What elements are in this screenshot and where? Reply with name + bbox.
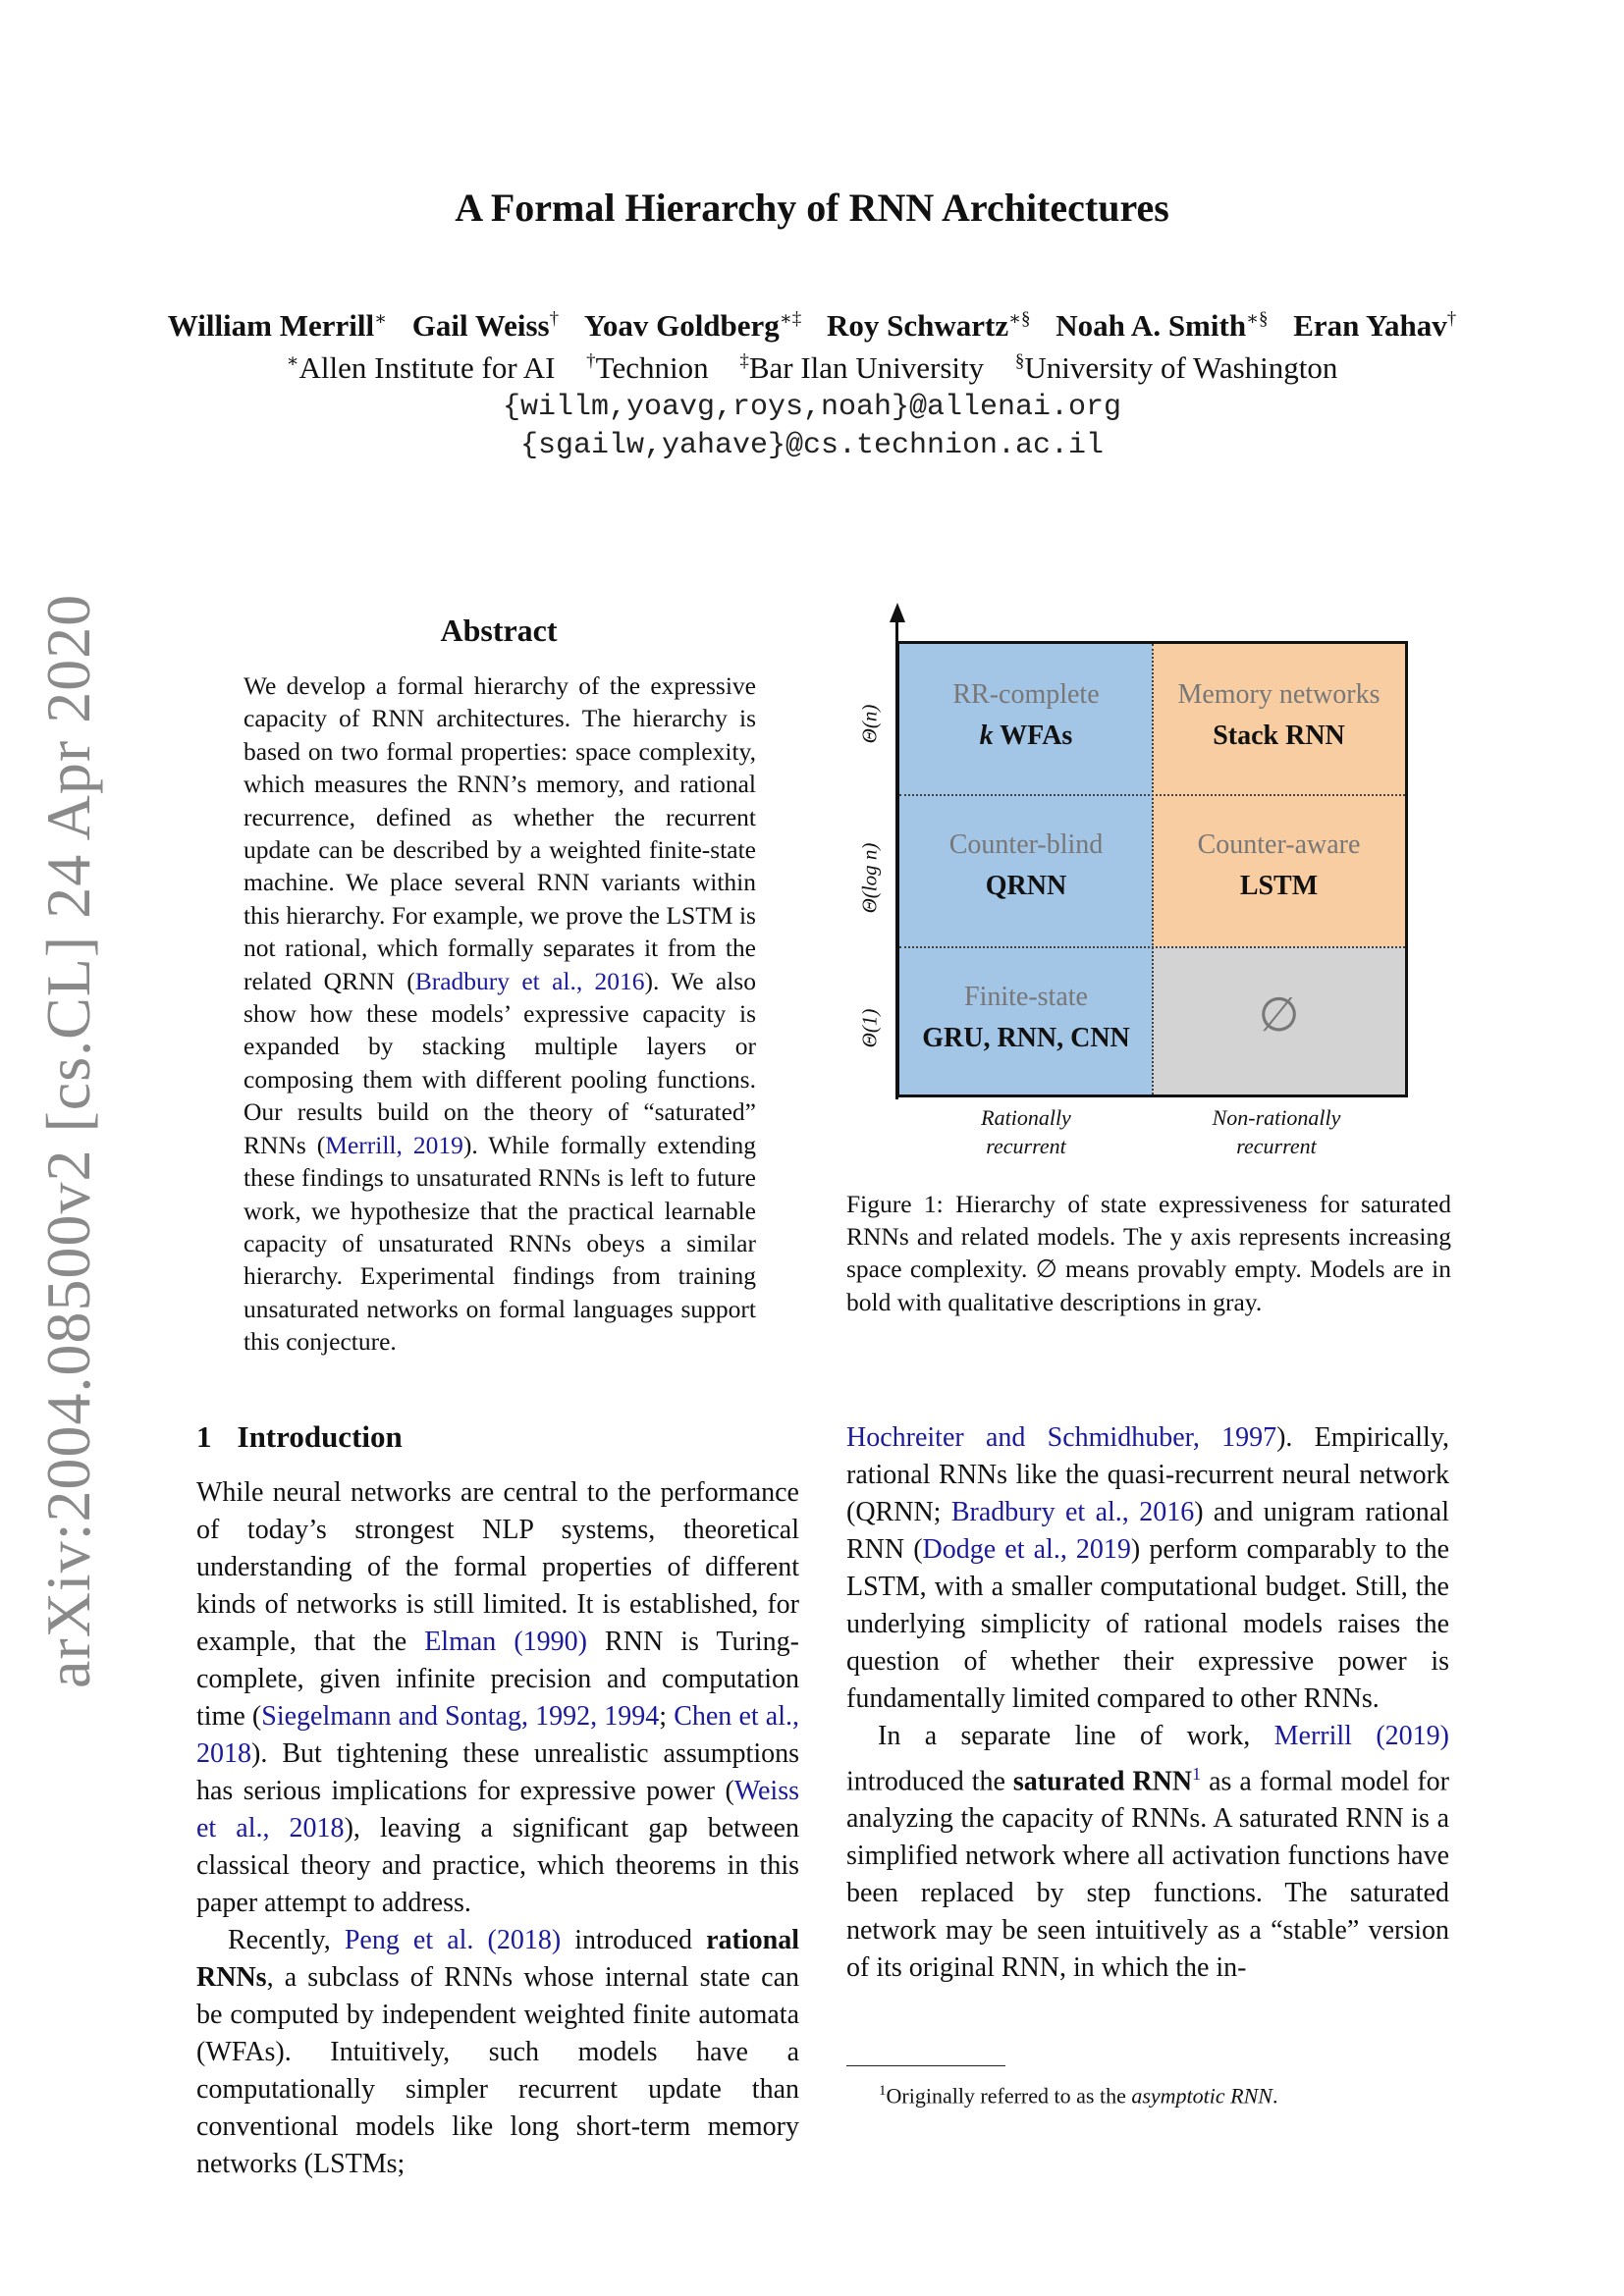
grid-cell	[899, 644, 1153, 794]
figure-hierarchy	[844, 609, 1453, 1168]
grid-cell	[899, 946, 1153, 1095]
paragraph	[196, 1922, 799, 2183]
x-axis-label-nonrational: Non-rationally recurrent	[1212, 1105, 1341, 1158]
figure-caption: Figure 1: Hierarchy of state expressiveness for saturated RNNs and related models. The y axis represents increasing space complexity. ∅ means provably empty. Models are in bold with qualitative descriptions in gray.	[846, 1190, 1451, 1316]
text: introduced	[561, 1925, 707, 1955]
affiliation	[739, 350, 984, 385]
author	[1056, 308, 1268, 343]
paragraph	[196, 1474, 799, 1922]
affiliation-mark: ‡	[739, 351, 749, 372]
affiliation-list	[0, 350, 1624, 386]
author-name: Eran Yahav	[1293, 308, 1447, 344]
affiliation-name: Technion	[595, 350, 709, 386]
author	[827, 308, 1031, 343]
affiliation	[1015, 350, 1337, 385]
affiliation-name: Bar Ilan University	[748, 350, 985, 386]
citation-link[interactable]: Chen et al., 2018	[196, 1701, 800, 1769]
text: RNN is Turing-complete, given infinite precision and computation time (	[196, 1627, 799, 1732]
grid-cell	[1153, 644, 1405, 794]
cell-description: RR-complete	[952, 679, 1100, 710]
citation-link[interactable]: Weiss et al., 2018	[196, 1776, 799, 1843]
author-mark: ∗§	[1008, 309, 1031, 330]
citation-link[interactable]: Bradbury et al., 2016	[950, 1497, 1195, 1527]
cell-models-text: k WFAs	[979, 721, 1073, 751]
column-divider	[1152, 644, 1154, 1095]
author-mark: †	[1446, 309, 1457, 330]
y-axis-arrow-icon	[890, 603, 905, 622]
footnote-marker[interactable]: 1	[1192, 1764, 1202, 1784]
abstract-text-part: ). We also show how these models’ expressive capacity is expanded by stacking multiple layers or composing them with different pooling functions. Our results build on the theory of “saturated” RNNs (	[244, 966, 756, 1159]
text: as a formal model for analyzing the capacity of RNNs. A saturated RNN is a simplified network where all activation functions have been replaced by step functions. The saturated network may be seen intuitively as a “stable” version of its original RNN, in which the in-	[846, 1766, 1449, 1984]
citation-link[interactable]: Hochreiter and Schmidhuber, 1997	[846, 1422, 1277, 1453]
footnote-divider	[846, 2065, 1005, 2066]
text: In a separate line of work,	[878, 1721, 1274, 1751]
abstract-text-part: We develop a formal hierarchy of the expressive capacity of RNN architectures. The hierarchy is based on two formal properties: space complexity, which measures the RNN’s memory, and rational recurrence, defined as whether the recurrent update can be described by a weighted finite-state machine. We place several RNN variants within this hierarchy. For example, we prove the LSTM is not rational, which formally separates it from the related QRNN (	[244, 671, 756, 995]
empty-set-symbol: ∅	[1258, 989, 1300, 1041]
affiliation-mark: §	[1014, 351, 1025, 372]
citation-link[interactable]: Siegelmann and Sontag, 1992, 1994	[261, 1701, 660, 1732]
cell-models: GRU, RNN, CNN	[922, 1023, 1130, 1053]
author-name: Gail Weiss	[411, 308, 550, 344]
paragraph	[846, 1718, 1449, 1987]
author	[168, 308, 387, 343]
section-heading	[196, 1419, 403, 1455]
citation-link[interactable]: Merrill, 2019	[325, 1130, 463, 1159]
citation-link[interactable]: Dodge et al., 2019	[922, 1534, 1131, 1565]
bold-term: saturated RNN	[1012, 1766, 1193, 1797]
paragraph	[846, 1419, 1449, 1718]
footnote-text: Originally referred to as the	[886, 2083, 1132, 2109]
text: ). Empirically, rational RNNs like the quasi-recurrent neural network (QRNN;	[846, 1422, 1450, 1527]
cell-models: QRNN	[985, 871, 1067, 901]
text: While neural networks are central to the performance of today’s strongest NLP systems, theoretical understanding of the formal properties of different kinds of networks is still limited. It is established, for example, that the	[196, 1477, 799, 1657]
grid-cell-empty	[1153, 946, 1405, 1095]
abstract-heading: Abstract	[440, 613, 558, 648]
affiliation-name: Allen Institute for AI	[298, 350, 556, 386]
y-axis-label-linear: Θ(n)	[857, 704, 882, 744]
text: ) perform comparably to the LSTM, with a smaller computational budget. Still, the underlying simplicity of rational models raises the question of whether their expressive power is fundamentally limited compared to other RNNs.	[846, 1534, 1449, 1714]
citation-link[interactable]: Bradbury et al., 2016	[414, 966, 645, 995]
affiliation-mark: †	[586, 351, 596, 372]
author-name: Yoav Goldberg	[583, 308, 780, 344]
text: , a subclass of RNNs whose internal state can be computed by independent weighted finite automata (WFAs). Intuitively, such models have a computationally simpler recurrent update than conventional models like long short-term memory networks (LSTMs;	[196, 1962, 799, 2179]
hierarchy-grid	[896, 641, 1408, 1097]
section-number: 1	[196, 1419, 212, 1454]
intro-column-left	[196, 1474, 799, 2183]
section-title: Introduction	[237, 1419, 403, 1454]
author-mark: ∗	[374, 309, 388, 330]
grid-cell	[1153, 794, 1405, 946]
email-allenai: {willm,yoavg,roys,noah}@allenai.org	[502, 391, 1122, 424]
text: ). But tightening these unrealistic assumptions has serious implications for expressive power (	[196, 1738, 799, 1806]
author-mark: †	[549, 309, 560, 330]
author	[412, 308, 559, 343]
cell-description: Finite-state	[964, 982, 1088, 1012]
x-axis-label-rational: Rationally recurrent	[981, 1105, 1071, 1158]
affiliation	[586, 350, 708, 385]
y-axis-label-constant: Θ(1)	[857, 1008, 882, 1048]
affiliation	[287, 350, 556, 385]
citation-link[interactable]: Merrill (2019)	[1273, 1721, 1449, 1751]
footnote-mark: 1	[879, 2083, 887, 2099]
cell-description: Counter-blind	[948, 829, 1104, 860]
author-name: Noah A. Smith	[1056, 308, 1247, 344]
author	[1293, 308, 1456, 343]
author-mark: ∗§	[1246, 309, 1269, 330]
y-axis-label-log: Θ(log n)	[857, 842, 882, 914]
cell-description: Memory networks	[1177, 679, 1380, 710]
abstract-text	[244, 669, 756, 1359]
text: Recently,	[228, 1925, 345, 1955]
email-technion: {sgailw,yahave}@cs.technion.ac.il	[519, 429, 1105, 462]
arxiv-identifier: arXiv:2004.08500v2 [cs.CL] 24 Apr 2020	[33, 593, 103, 1688]
bold-term: rational RNNs	[196, 1925, 799, 1993]
citation-link[interactable]: Elman (1990)	[424, 1627, 587, 1657]
text: ) and unigram rational RNN (	[846, 1497, 1449, 1565]
cell-description: Counter-aware	[1197, 829, 1361, 860]
intro-column-right	[846, 1419, 1449, 1987]
abstract-text-part: ). While formally extending these findings to unsaturated RNNs is left to future work, we hypothesize that the practical learnable capacity of unsaturated RNNs obeys a similar hierarchy. Experimental findings from training unsaturated networks on formal languages support this conjecture.	[244, 1130, 756, 1357]
footnote-end: .	[1272, 2083, 1278, 2109]
text: ;	[659, 1701, 675, 1732]
affiliation-name: University of Washington	[1024, 350, 1338, 386]
paper-title: A Formal Hierarchy of RNN Architectures	[455, 186, 1169, 230]
footnote	[879, 2083, 1277, 2109]
author-mark: ∗‡	[779, 309, 802, 330]
grid-cell	[899, 794, 1153, 946]
text: introduced the	[846, 1766, 1013, 1797]
citation-link[interactable]: Peng et al. (2018)	[344, 1925, 562, 1955]
author-list	[0, 308, 1624, 344]
author-name: William Merrill	[167, 308, 375, 344]
affiliation-mark: ∗	[286, 351, 299, 372]
variable-k: k	[979, 721, 994, 751]
cell-models: Stack RNN	[1213, 721, 1345, 751]
footnote-italic: asymptotic RNN	[1131, 2083, 1272, 2109]
cell-models: LSTM	[1239, 871, 1319, 901]
text: ), leaving a significant gap between classical theory and practice, which theorems in this paper attempt to address.	[196, 1813, 799, 1918]
author	[584, 308, 801, 343]
author-name: Roy Schwartz	[826, 308, 1009, 344]
cell-models	[899, 721, 1153, 752]
